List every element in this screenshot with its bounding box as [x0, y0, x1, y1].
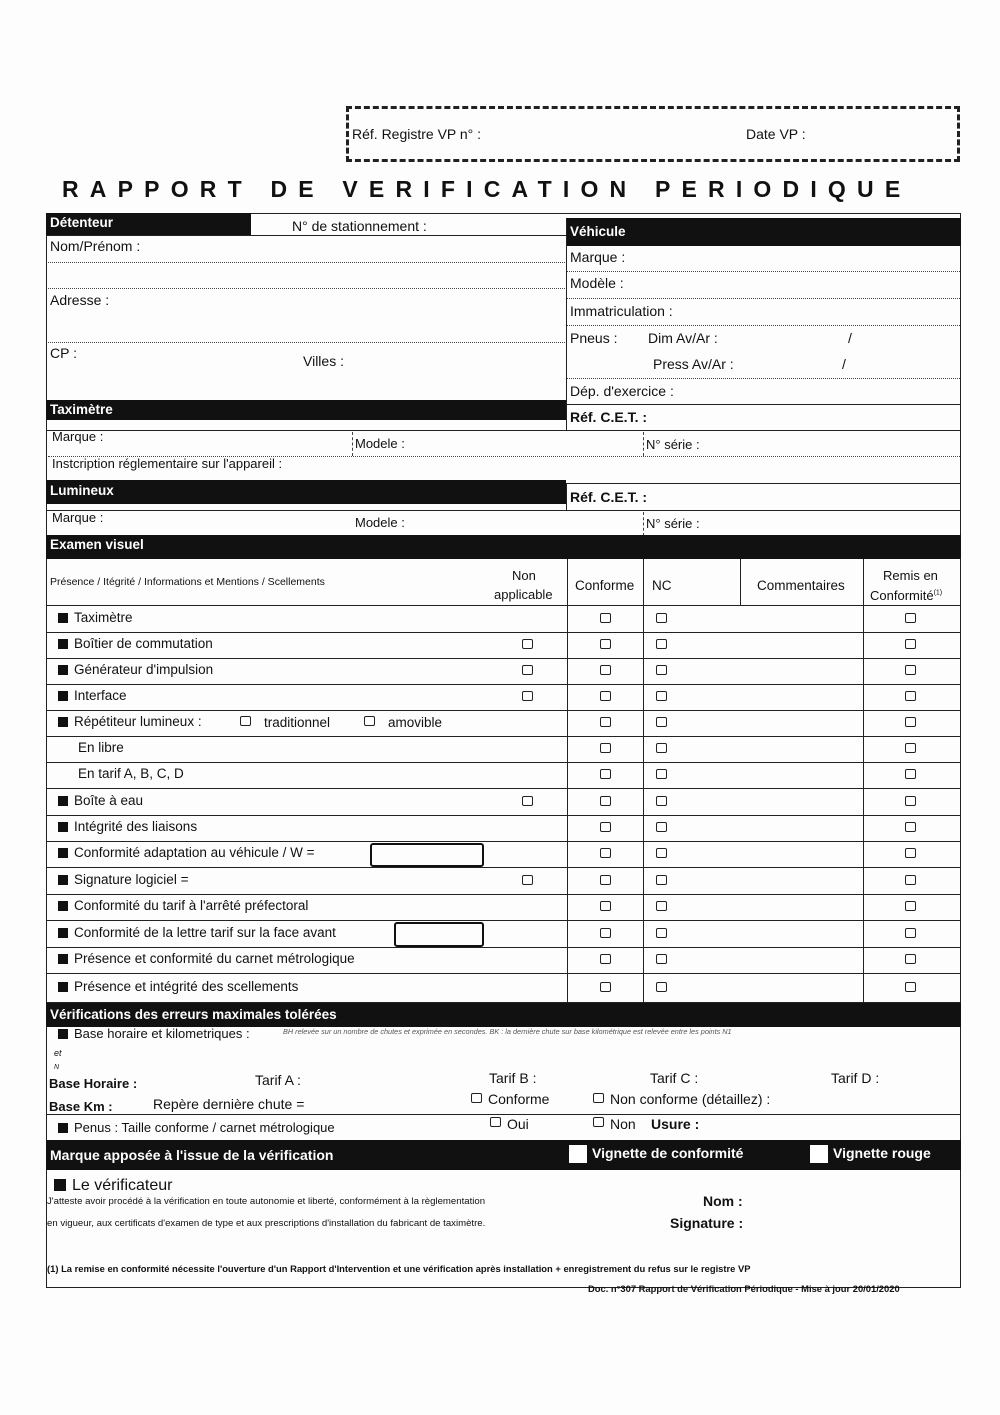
press-slash: / [842, 356, 846, 372]
commentaire-cell[interactable] [676, 606, 862, 632]
nc-checkbox[interactable] [656, 901, 667, 911]
divider [46, 235, 566, 236]
usure-label: Usure : [651, 1116, 700, 1132]
commentaire-cell[interactable] [676, 947, 862, 973]
commentaire-cell[interactable] [676, 973, 862, 1002]
ref-registre-label: Réf. Registre VP n° : [352, 126, 482, 142]
repere-label: Repère dernière chute = [153, 1096, 305, 1112]
adresse-line[interactable] [48, 342, 565, 343]
footnote-ref: (1) [933, 589, 943, 597]
remis-checkbox[interactable] [905, 822, 916, 832]
commentaire-cell[interactable] [676, 788, 862, 815]
remis-checkbox[interactable] [905, 848, 916, 858]
option-checkbox[interactable] [240, 716, 251, 726]
row-label-text: Signature logiciel = [74, 871, 189, 887]
vignette-conformite-label: Vignette de conformité [592, 1145, 744, 1161]
option-label: traditionnel [264, 715, 331, 730]
page-title: RAPPORT DE VERIFICATION PERIODIQUE [62, 176, 912, 202]
section-examen-visuel: Examen visuel [46, 535, 961, 559]
bullet-icon [58, 954, 68, 964]
divider [566, 218, 567, 404]
lumineux-serie-label: N° série : [646, 516, 700, 531]
date-vp-label: Date VP : [746, 126, 806, 142]
divider [643, 512, 644, 536]
nc-checkbox[interactable] [656, 613, 667, 623]
col-na-header-1: Non [512, 568, 536, 583]
conforme-checkbox[interactable] [600, 822, 611, 832]
section-erreurs: Vérifications des erreurs maximales tolérées [46, 1003, 961, 1027]
divider [46, 1114, 961, 1115]
lumineux-modele-label: Modele : [355, 515, 405, 530]
remis-checkbox[interactable] [905, 717, 916, 727]
base-horaire-label: Base Horaire : [49, 1076, 138, 1091]
nom-line[interactable] [48, 262, 565, 263]
row-label-text: En libre [78, 740, 124, 755]
footnote: (1) La remise en conformité nécessite l'ouverture d'un Rapport d'Intervention et une vérification après installation + enregistrement du refus sur le registre VP [47, 1263, 751, 1274]
row-label-text: Taximètre [74, 610, 133, 625]
vignette-conformite-checkbox[interactable] [569, 1145, 587, 1163]
attest-line-1: J'atteste avoir procédé à la vérification en toute autonomie et liberté, conformément à la règlementation [47, 1196, 486, 1207]
divider [352, 432, 353, 456]
tarif-d-label: Tarif D : [831, 1070, 880, 1086]
conforme-checkbox[interactable] [600, 717, 611, 727]
remis-checkbox[interactable] [905, 691, 916, 701]
col-divider [863, 559, 864, 1002]
conforme-checkbox[interactable] [600, 613, 611, 623]
remis-checkbox[interactable] [905, 613, 916, 623]
penus-row [58, 1120, 335, 1135]
dim-av-ar-label: Dim Av/Ar : [648, 330, 718, 346]
press-line[interactable] [567, 378, 960, 379]
row-label-text: Générateur d'impulsion [74, 662, 214, 677]
row-label [58, 610, 133, 625]
na-checkbox[interactable] [522, 796, 533, 806]
conforme-checkbox[interactable] [600, 743, 611, 753]
oui-label: Oui [507, 1116, 529, 1132]
dim-slash: / [848, 330, 852, 346]
remis-checkbox[interactable] [905, 639, 916, 649]
col-divider [643, 559, 644, 1002]
nc-checkbox[interactable] [656, 822, 667, 832]
conforme-checkbox[interactable] [600, 901, 611, 911]
remis-checkbox[interactable] [905, 769, 916, 779]
conforme-checkbox[interactable] [600, 639, 611, 649]
bullet-icon [58, 1029, 68, 1039]
col-remis-text: Conformité [870, 588, 934, 603]
tarif-c-label: Tarif C : [650, 1070, 699, 1086]
row-label [58, 793, 143, 808]
divider [566, 404, 961, 405]
na-checkbox[interactable] [522, 691, 533, 701]
col-divider [567, 559, 568, 1002]
remis-checkbox[interactable] [905, 665, 916, 675]
col-remis-header-1: Remis en [883, 568, 938, 583]
row-label-text: Interface [74, 688, 127, 703]
row-label-text: En tarif A, B, C, D [78, 766, 184, 781]
bullet-icon [58, 982, 68, 992]
immat-line[interactable] [567, 325, 960, 326]
nc-checkbox[interactable] [656, 639, 667, 649]
conforme-checkbox[interactable] [600, 928, 611, 938]
commentaire-cell[interactable] [676, 762, 862, 788]
taximetre-marque-label: Marque : [52, 429, 104, 444]
dep-exercice-label: Dép. d'exercice : [570, 383, 674, 399]
section-lumineux: Lumineux [46, 480, 566, 504]
conforme-checkbox[interactable] [600, 691, 611, 701]
row-label [58, 819, 197, 834]
conforme-label: Conforme [488, 1091, 550, 1107]
press-av-ar-label: Press Av/Ar : [653, 356, 734, 372]
oui-checkbox[interactable] [490, 1117, 501, 1127]
nc-checkbox[interactable] [656, 769, 667, 779]
penus-label: Penus [74, 1120, 111, 1135]
remis-checkbox[interactable] [905, 954, 916, 964]
nc-checkbox[interactable] [656, 982, 667, 992]
section-vehicule: Véhicule [566, 218, 961, 246]
taximetre-ref-cet-label: Réf. C.E.T. : [570, 409, 648, 425]
penus-desc: : Taille conforme / carnet métrologique [110, 1120, 335, 1135]
value-input-box[interactable] [394, 922, 484, 947]
conforme-checkbox[interactable] [600, 848, 611, 858]
bullet-icon [58, 639, 68, 649]
commentaire-cell[interactable] [676, 815, 862, 841]
commentaire-cell[interactable] [676, 894, 862, 920]
row-label [78, 766, 184, 781]
divider [566, 404, 567, 430]
divider [46, 430, 961, 431]
row-label [78, 740, 124, 755]
base-km-label: Base Km : [49, 1099, 113, 1114]
vehicule-modele-label: Modèle : [570, 275, 624, 291]
remis-checkbox[interactable] [905, 901, 916, 911]
nom-line-2[interactable] [48, 288, 565, 289]
conforme-checkbox[interactable] [600, 796, 611, 806]
row-label-text: Répétiteur lumineux : [74, 714, 202, 729]
remis-checkbox[interactable] [905, 875, 916, 885]
stationnement-label: N° de stationnement : [292, 218, 427, 234]
non-label: Non [610, 1116, 636, 1132]
verificateur-nom-label: Nom : [703, 1193, 743, 1209]
vehicule-marque-label: Marque : [570, 249, 626, 265]
conforme-checkbox[interactable] [600, 954, 611, 964]
row-label-text: Boîte à eau [74, 792, 144, 808]
base-label-text: Base horaire et kilometriques : [74, 1026, 250, 1041]
row-label [58, 951, 355, 966]
commentaire-cell[interactable] [676, 736, 862, 762]
row-label [58, 662, 213, 677]
bullet-icon [58, 613, 68, 623]
remis-checkbox[interactable] [905, 743, 916, 753]
attest-line-2: en vigueur, aux certificats d'examen de type et aux prescriptions d'installation du fabricant de taximètre. [47, 1218, 486, 1229]
non-conforme-label: Non conforme (détaillez) : [610, 1091, 771, 1107]
row-label [58, 688, 127, 703]
row-label [58, 898, 308, 913]
doc-reference: Doc. n°307 Rapport de Vérification Périodique - Mise à jour 20/01/2020 [588, 1283, 900, 1294]
nc-checkbox[interactable] [656, 875, 667, 885]
cp-label: CP : [50, 345, 77, 361]
commentaire-cell[interactable] [676, 684, 862, 710]
row-label [58, 872, 188, 887]
col-na-header-2: applicable [494, 587, 553, 602]
col-conforme-header: Conforme [575, 578, 635, 593]
base-note-et: et [54, 1048, 62, 1058]
bullet-icon [58, 928, 68, 938]
lumineux-marque-label: Marque : [52, 510, 104, 525]
row-label [58, 714, 202, 729]
col-item-header: Présence / Itégrité / Informations et Mentions / Scellements [50, 576, 325, 588]
option-label: amovible [388, 715, 443, 730]
tarif-b-label: Tarif B : [489, 1070, 537, 1086]
row-label-text: Conformité du tarif à l'arrêté préfectoral [74, 898, 309, 913]
divider [643, 432, 644, 456]
remis-checkbox[interactable] [905, 928, 916, 938]
row-label [58, 925, 336, 940]
taximetre-serie-label: N° série : [646, 437, 700, 452]
divider [46, 510, 961, 511]
bullet-icon [54, 1179, 66, 1191]
value-input-box[interactable] [370, 843, 484, 867]
tarif-a-label: Tarif A : [255, 1072, 301, 1088]
marque-label: Marque apposée à l'issue de la vérification [50, 1147, 334, 1163]
base-note-n: N [54, 1064, 60, 1071]
option-checkbox[interactable] [364, 716, 375, 726]
nc-checkbox[interactable] [656, 848, 667, 858]
conforme-checkbox[interactable] [600, 769, 611, 779]
na-checkbox[interactable] [522, 665, 533, 675]
row-label-text: Présence et intégrité des scellements [74, 978, 299, 994]
col-remis-header-2 [870, 588, 942, 603]
bullet-icon [58, 901, 68, 911]
vignette-rouge-checkbox[interactable] [810, 1145, 828, 1163]
nc-checkbox[interactable] [656, 665, 667, 675]
remis-checkbox[interactable] [905, 796, 916, 806]
section-taximetre: Taximètre [46, 400, 566, 420]
divider [566, 483, 567, 511]
non-conforme-checkbox[interactable] [593, 1093, 604, 1103]
row-label-text: Conformité de la lettre tarif sur la face avant [74, 924, 336, 940]
row-label [58, 845, 315, 860]
bullet-icon [58, 1123, 68, 1133]
non-checkbox[interactable] [593, 1117, 604, 1127]
nc-checkbox[interactable] [656, 928, 667, 938]
lumineux-ref-cet-label: Réf. C.E.T. : [570, 489, 648, 505]
commentaire-cell[interactable] [676, 920, 862, 947]
conforme-checkbox[interactable] [600, 982, 611, 992]
villes-label: Villes : [303, 353, 344, 369]
bullet-icon [58, 717, 68, 727]
divider [566, 483, 961, 484]
row-label-text: Conformité adaptation au véhicule / W = [74, 845, 315, 860]
verificateur-title-text: Le vérificateur [72, 1177, 173, 1194]
remis-checkbox[interactable] [905, 982, 916, 992]
taximetre-modele-label: Modele : [355, 436, 405, 451]
vignette-rouge-label: Vignette rouge [833, 1145, 931, 1161]
row-label [58, 636, 213, 651]
bullet-icon [58, 691, 68, 701]
bullet-icon [58, 875, 68, 885]
base-horaire-km-label [58, 1026, 250, 1041]
nc-checkbox[interactable] [656, 717, 667, 727]
conforme-checkbox[interactable] [600, 665, 611, 675]
commentaire-cell[interactable] [676, 867, 862, 894]
row-label [58, 979, 298, 994]
bullet-icon [58, 665, 68, 675]
modele-line[interactable] [567, 298, 960, 299]
commentaire-cell[interactable] [676, 710, 862, 736]
bullet-icon [58, 796, 68, 806]
nc-checkbox[interactable] [656, 743, 667, 753]
section-detenteur: Détenteur [46, 213, 251, 235]
na-checkbox[interactable] [522, 639, 533, 649]
bullet-icon [58, 822, 68, 832]
na-checkbox[interactable] [522, 875, 533, 885]
base-note: BH relevée sur un nombre de chutes et exprimée en secondes. BK : la dernière chute sur base kilométrique est relevée entre les points N1 [283, 1027, 732, 1036]
row-label-text: Boîtier de commutation [74, 636, 213, 651]
inscription-label: Instcription réglementaire sur l'appareil : [52, 456, 283, 471]
commentaire-cell[interactable] [676, 632, 862, 658]
row-label-text: Présence et conformité du carnet métrologique [74, 951, 355, 966]
verificateur-signature-label: Signature : [670, 1215, 744, 1231]
commentaire-cell[interactable] [676, 658, 862, 684]
commentaire-cell[interactable] [676, 841, 862, 867]
col-nc-header: NC [652, 578, 672, 593]
conforme-checkbox[interactable] [600, 875, 611, 885]
immatriculation-label: Immatriculation : [570, 303, 673, 319]
verificateur-title [54, 1177, 173, 1195]
marque-line[interactable] [567, 271, 960, 272]
nc-checkbox[interactable] [656, 796, 667, 806]
nc-checkbox[interactable] [656, 954, 667, 964]
conforme-checkbox[interactable] [471, 1093, 482, 1103]
col-commentaires-header: Commentaires [757, 578, 845, 593]
row-label-text: Intégrité des liaisons [74, 819, 198, 834]
nom-prenom-label: Nom/Prénom : [50, 238, 141, 254]
nc-checkbox[interactable] [656, 691, 667, 701]
col-divider [740, 559, 741, 605]
adresse-label: Adresse : [50, 292, 110, 308]
pneus-label: Pneus : [570, 330, 618, 346]
bullet-icon [58, 848, 68, 858]
